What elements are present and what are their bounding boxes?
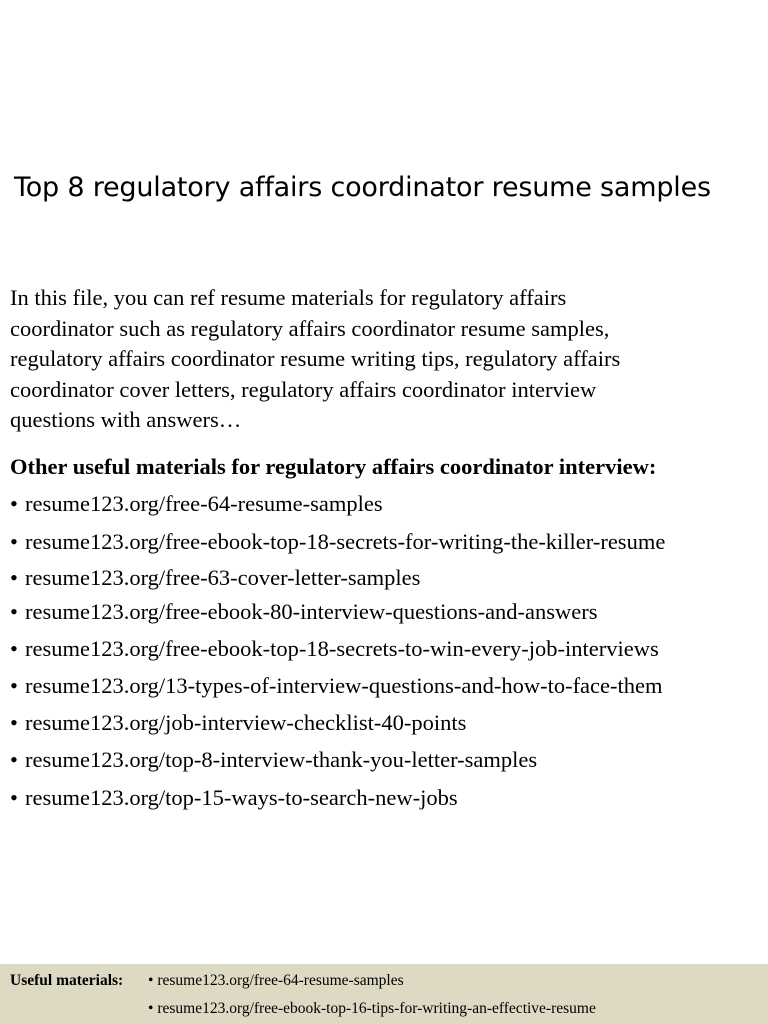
- intro-line: coordinator such as regulatory affairs coordinator resume samples,: [10, 315, 610, 341]
- resource-link[interactable]: resume123.org/free-63-cover-letter-samples: [25, 565, 421, 590]
- footer-label: [10, 972, 123, 990]
- list-item: [10, 563, 420, 593]
- list-item: [10, 527, 665, 557]
- resource-link[interactable]: resume123.org/free-ebook-top-18-secrets-to-win-every-job-interviews: [25, 636, 659, 661]
- bullet-icon: •: [148, 972, 154, 989]
- intro-line: In this file, you can ref resume materials for regulatory affairs: [10, 285, 567, 310]
- resource-link[interactable]: resume123.org/free-ebook-top-18-secrets-for-writing-the-killer-resume: [25, 529, 666, 554]
- footer-list-item: [148, 1000, 596, 1018]
- footer-label-text: Useful materials: [10, 972, 119, 989]
- bullet-icon: •: [10, 785, 18, 810]
- resource-link[interactable]: resume123.org/free-64-resume-samples: [25, 491, 383, 516]
- footer-label-separator: :: [118, 972, 124, 989]
- resource-link[interactable]: resume123.org/13-types-of-interview-questions-and-how-to-face-them: [25, 673, 663, 698]
- resource-link[interactable]: resume123.org/top-8-interview-thank-you-letter-samples: [25, 747, 538, 772]
- list-item: [10, 783, 458, 813]
- bullet-icon: •: [10, 673, 18, 698]
- resource-link[interactable]: resume123.org/free-ebook-80-interview-questions-and-answers: [25, 599, 598, 624]
- intro-line: coordinator cover letters, regulatory affairs coordinator interview: [10, 376, 597, 402]
- intro-paragraph: [10, 283, 760, 436]
- bullet-icon: •: [10, 599, 18, 624]
- list-item: [10, 671, 663, 701]
- footer-link[interactable]: resume123.org/free-ebook-top-16-tips-for-writing-an-effective-resume: [157, 1000, 596, 1017]
- materials-heading: Other useful materials for regulatory affairs coordinator interview:: [10, 454, 657, 479]
- bullet-icon: •: [148, 1000, 154, 1017]
- list-item: [10, 634, 659, 664]
- list-item: [10, 597, 598, 627]
- list-item: [10, 489, 383, 519]
- page-title: Top 8 regulatory affairs coordinator resume samples: [14, 172, 711, 203]
- bullet-icon: •: [10, 529, 18, 554]
- bullet-icon: •: [10, 565, 18, 590]
- resource-link[interactable]: resume123.org/job-interview-checklist-40-points: [25, 710, 467, 735]
- bullet-icon: •: [10, 491, 18, 516]
- bullet-icon: •: [10, 710, 18, 735]
- bullet-icon: •: [10, 636, 18, 661]
- bullet-icon: •: [10, 747, 18, 772]
- list-item: [10, 708, 466, 738]
- resource-link[interactable]: resume123.org/top-15-ways-to-search-new-jobs: [25, 785, 458, 810]
- footer-list-item: [148, 972, 404, 990]
- intro-line: regulatory affairs coordinator resume writing tips, regulatory affairs: [10, 346, 621, 371]
- footer-bar: [0, 964, 768, 1024]
- footer-link[interactable]: resume123.org/free-64-resume-samples: [157, 972, 404, 989]
- list-item: [10, 745, 537, 775]
- intro-line: questions with answers…: [10, 407, 242, 432]
